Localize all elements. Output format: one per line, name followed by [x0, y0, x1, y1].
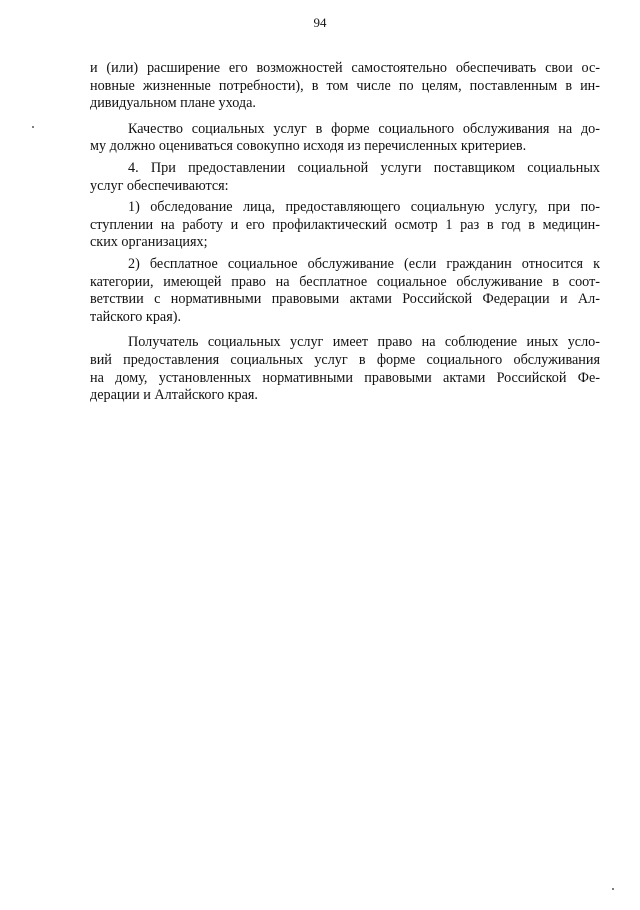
text-line: на дому, установленных нормативными правовыми актами Российской Фе- — [90, 369, 600, 386]
text-line: вий предоставления социальных услуг в форме социального обслуживания — [90, 351, 600, 368]
text-line: 1) обследование лица, предоставляющего социальную услугу, при по- — [128, 199, 600, 216]
text-line: и (или) расширение его возможностей самостоятельно обеспечивать свои ос- — [90, 60, 600, 76]
text-line: ветствии с нормативными правовыми актами Российской Федерации и Ал- — [90, 291, 600, 308]
text-line: дерации и Алтайского края. — [90, 387, 258, 404]
text-line: Качество социальных услуг в форме социального обслуживания на до- — [128, 120, 600, 137]
paragraph-subitem-1 — [90, 199, 600, 252]
text-line: дивидуальном плане ухода. — [90, 95, 256, 112]
paragraph-item-4 — [90, 160, 600, 195]
paragraph-subitem-2 — [90, 256, 600, 326]
page-number: 94 — [313, 15, 327, 30]
text-line: му должно оцениваться совокупно исходя из перечисленных критериев. — [90, 138, 527, 155]
text-line: тайского края). — [90, 308, 182, 325]
text-line: 2) бесплатное социальное обслуживание (если гражданин относится к — [128, 255, 600, 272]
text-line: ских организациях; — [90, 234, 208, 251]
paragraph-quality — [90, 121, 600, 156]
scan-speck — [32, 126, 34, 128]
text-line: Получатель социальных услуг имеет право на соблюдение иных усло- — [128, 334, 600, 351]
paragraph-continuation — [90, 60, 600, 113]
text-line: ступлении на работу и его профилактический осмотр 1 раз в год в медицин- — [90, 216, 600, 233]
scan-speck — [612, 888, 614, 890]
text-line: категории, имеющей право на бесплатное социальное обслуживание в соот- — [90, 273, 600, 290]
paragraph-recipient-rights — [90, 334, 600, 404]
document-body — [90, 60, 600, 405]
text-line: 4. При предоставлении социальной услуги поставщиком социальных — [128, 159, 600, 176]
text-line: услуг обеспечиваются: — [90, 177, 229, 194]
text-line: новные жизненные потребности), в том числе по целям, поставленным в ин- — [90, 77, 600, 94]
